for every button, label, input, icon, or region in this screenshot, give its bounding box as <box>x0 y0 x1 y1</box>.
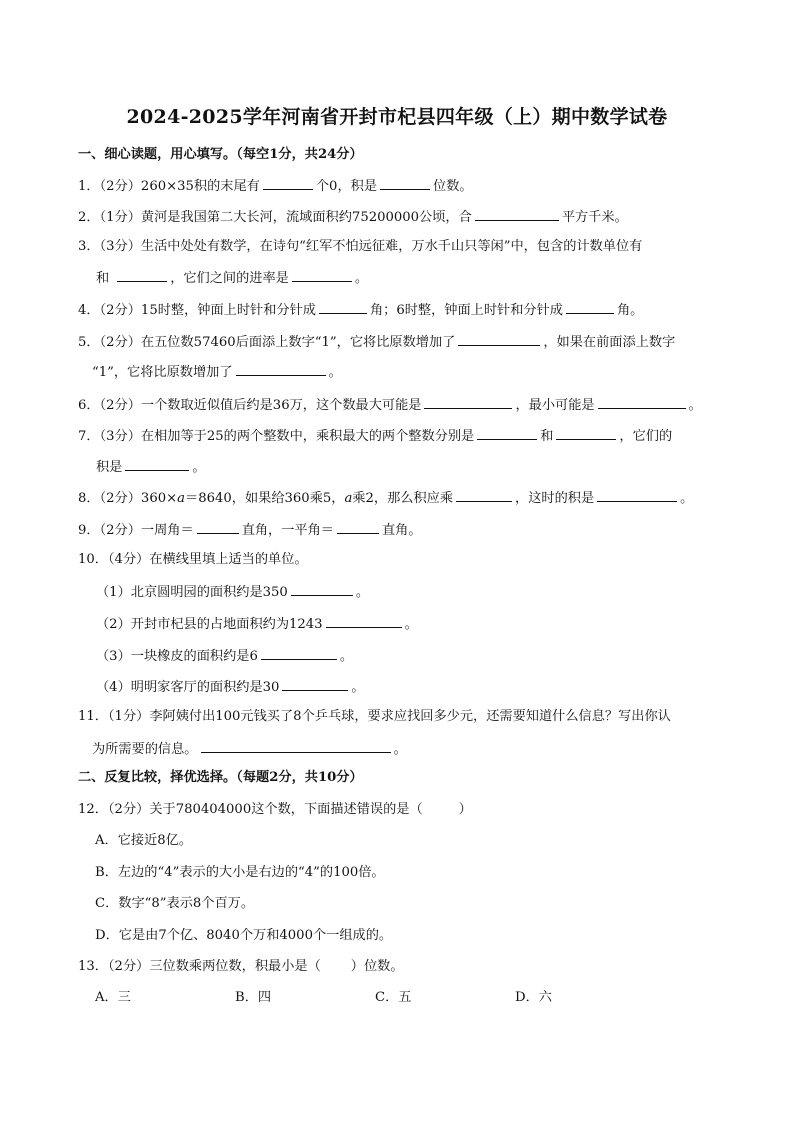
section-1-heading: 一、细心读题，用心填写。（每空1分，共24分） <box>78 147 363 162</box>
question-7-continued: 积是 。 <box>96 457 206 477</box>
question-4: 4．（2分）15时整，钟面上时针和分针成 角；6时整，钟面上时针和分针成 角。 <box>78 300 643 320</box>
answer-blank[interactable] <box>458 332 540 346</box>
question-12: 12．（2分）关于780404000这个数，下面描述错误的是（ ） <box>78 802 472 817</box>
question-13: 13．（2分）三位数乘两位数，积最小是（ ）位数。 <box>78 959 404 974</box>
answer-blank[interactable] <box>556 426 616 440</box>
question-10: 10．（4分）在横线里填上适当的单位。 <box>78 552 308 567</box>
answer-blank[interactable] <box>380 176 430 190</box>
question-13-option-d[interactable]: D．六 <box>515 990 552 1005</box>
answer-blank[interactable] <box>477 426 537 440</box>
answer-blank[interactable] <box>291 582 353 596</box>
answer-blank[interactable] <box>598 395 686 409</box>
answer-blank[interactable] <box>475 207 559 221</box>
answer-blank[interactable] <box>292 268 352 282</box>
question-3: 3．（3分）生活中处处有数学，在诗句“红军不怕远征难，万水千山只等闲”中，包含的计数单位有 <box>78 239 643 254</box>
answer-blank[interactable] <box>597 488 677 502</box>
question-10-item-1: （1）北京圆明园的面积约是350 。 <box>96 582 369 602</box>
question-5: 5．（2分）在五位数57460后面添上数字“1”，它将比原数增加了 ，如果在前面添上数字 <box>78 332 675 352</box>
question-2: 2．（1分）黄河是我国第二大长河，流域面积约75200000公顷，合 平方千米。 <box>78 207 628 227</box>
question-10-item-3: （3）一块橡皮的面积约是6 。 <box>96 646 353 666</box>
answer-blank[interactable] <box>197 520 239 534</box>
question-11: 11．（1分）李阿姨付出100元钱买了8个乒乓球，要求应找回多少元，还需要知道什么信息？写出你认 <box>78 709 671 724</box>
answer-blank[interactable] <box>424 395 512 409</box>
answer-blank[interactable] <box>319 300 367 314</box>
question-12-option-c[interactable]: C．数字“8”表示8个百万。 <box>95 896 255 911</box>
question-7: 7．（3分）在相加等于25的两个整数中，乘积最大的两个整数分别是 和 ，它们的 <box>78 426 672 446</box>
question-10-item-4: （4）明明家客厅的面积约是30 。 <box>96 677 365 697</box>
question-3-continued: 和 ，它们之间的进率是 。 <box>96 268 368 288</box>
question-9: 9．（2分）一周角＝ 直角，一平角＝ 直角。 <box>78 520 422 540</box>
answer-blank[interactable] <box>282 677 348 691</box>
answer-blank[interactable] <box>263 176 313 190</box>
exam-title: 2024-2025学年河南省开封市杞县四年级（上）期中数学试卷 <box>126 106 668 128</box>
question-1: 1．（2分）260×35积的末尾有 个0，积是 位数。 <box>78 176 473 196</box>
question-13-options <box>95 989 655 1007</box>
question-5-continued: “1”，它将比原数增加了 。 <box>92 362 342 382</box>
question-13-option-a[interactable]: A．三 <box>95 990 131 1005</box>
question-6: 6．（2分）一个数取近似值后约是36万，这个数最大可能是 ，最小可能是 。 <box>78 395 702 415</box>
answer-blank[interactable] <box>201 739 391 753</box>
answer-blank[interactable] <box>236 362 326 376</box>
answer-blank[interactable] <box>566 300 614 314</box>
answer-blank[interactable] <box>125 457 189 471</box>
question-13-option-b[interactable]: B．四 <box>235 990 272 1005</box>
question-11-continued: 为所需要的信息。 。 <box>92 739 407 759</box>
question-12-option-a[interactable]: A．它接近8亿。 <box>95 833 193 848</box>
section-2-heading: 二、反复比较，择优选择。（每题2分，共10分） <box>78 770 363 785</box>
answer-blank[interactable] <box>117 268 167 282</box>
answer-blank[interactable] <box>326 614 402 628</box>
question-13-option-c[interactable]: C．五 <box>375 990 412 1005</box>
answer-blank[interactable] <box>261 646 337 660</box>
answer-blank[interactable] <box>456 488 512 502</box>
question-12-option-b[interactable]: B．左边的“4”表示的大小是右边的“4”的100倍。 <box>95 865 385 880</box>
question-12-option-d[interactable]: D．它是由7个亿、8040个万和4000个一组成的。 <box>95 928 393 943</box>
answer-blank[interactable] <box>337 520 379 534</box>
question-10-item-2: （2）开封市杞县的占地面积约为1243 。 <box>96 614 418 634</box>
question-8: 8．（2分）360×a＝8640，如果给360乘5，a乘2，那么积应乘 ，这时的积是 。 <box>78 488 693 508</box>
